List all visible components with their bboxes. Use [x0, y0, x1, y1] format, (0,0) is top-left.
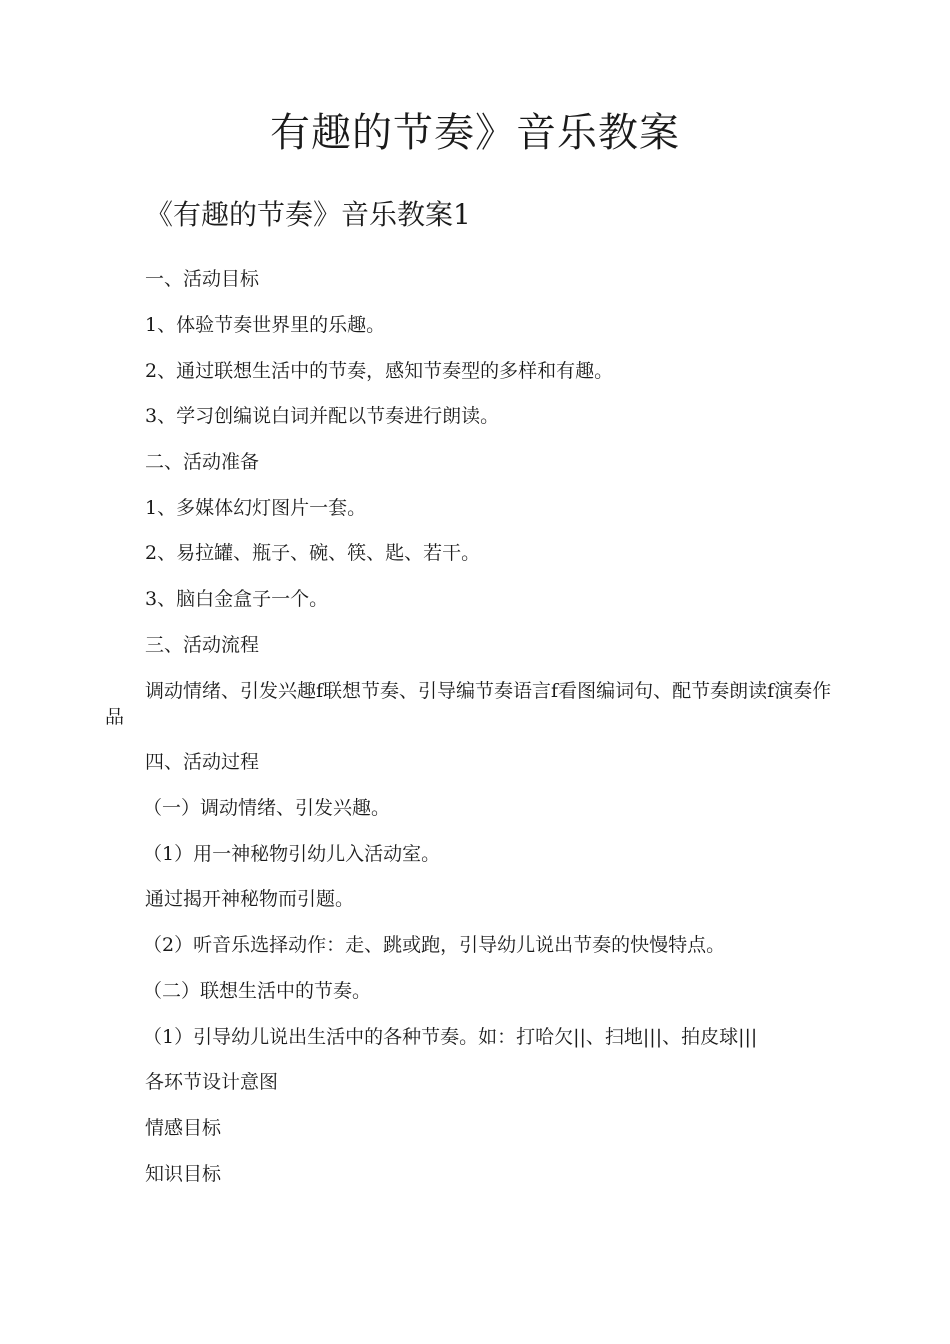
- prep-item-3: 3、脑白金盒子一个。: [145, 588, 329, 610]
- heading-activity-goals: 一、活动目标: [145, 268, 260, 290]
- activity-flow-text: 调动情绪、引发兴趣f联想节奏、引导编节奏语言f看图编词句、配节奏朗读f演奏作品: [105, 680, 832, 728]
- process-substep-2: （2）听音乐选择动作：走、跳或跑，引导幼儿说出节奏的快慢特点。: [143, 934, 726, 956]
- document-title: 有趣的节奏》音乐教案: [270, 110, 680, 156]
- goal-item-2: 2、通过联想生活中的节奏，感知节奏型的多样和有趣。: [145, 360, 614, 382]
- prep-item-1: 1、多媒体幻灯图片一套。: [145, 497, 367, 519]
- process-note: 通过揭开神秘物而引题。: [145, 888, 355, 910]
- goal-item-1: 1、体验节奏世界里的乐趣。: [145, 314, 386, 336]
- goal-item-3: 3、学习创编说白词并配以节奏进行朗读。: [145, 405, 500, 427]
- section-title: 《有趣的节奏》音乐教案1: [145, 198, 471, 231]
- emotional-goal-label: 情感目标: [145, 1117, 222, 1139]
- process-substep-1: （1）用一神秘物引幼儿入活动室。: [143, 843, 441, 865]
- heading-activity-flow: 三、活动流程: [145, 634, 260, 656]
- knowledge-goal-label: 知识目标: [145, 1163, 222, 1185]
- design-intent-heading: 各环节设计意图: [145, 1071, 279, 1093]
- process-step-2: （二）联想生活中的节奏。: [143, 980, 372, 1002]
- heading-activity-process: 四、活动过程: [145, 751, 260, 773]
- process-substep-3: （1）引导幼儿说出生活中的各种节奏。如：打哈欠||、扫地|||、拍皮球|||: [143, 1026, 758, 1048]
- heading-activity-prep: 二、活动准备: [145, 451, 260, 473]
- process-step-1: （一）调动情绪、引发兴趣。: [143, 797, 391, 819]
- prep-item-2: 2、易拉罐、瓶子、碗、筷、匙、若干。: [145, 542, 481, 564]
